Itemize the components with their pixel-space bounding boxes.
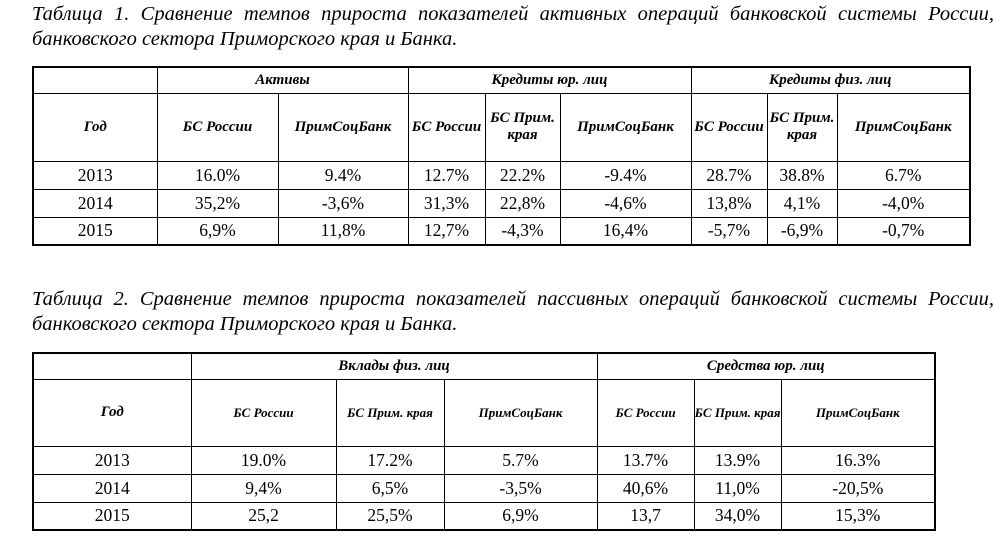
table-cell: 13.9%	[694, 446, 781, 474]
col-header: ПримСоцБанк	[444, 379, 597, 446]
table-cell: -0,7%	[837, 217, 970, 245]
table-cell: 4,1%	[767, 189, 837, 217]
table-row	[33, 502, 935, 530]
year-header: Год	[33, 93, 157, 161]
year-cell: 2013	[33, 161, 157, 189]
empty-corner-cell	[33, 353, 191, 379]
table-cell: 35,2%	[157, 189, 278, 217]
table1-active-operations	[32, 66, 971, 246]
table-cell: 22.2%	[485, 161, 560, 189]
table-header-row	[33, 379, 935, 446]
table-cell: 13.7%	[597, 446, 694, 474]
table-cell: 25,2	[191, 502, 336, 530]
table-cell: 31,3%	[408, 189, 485, 217]
table-cell: 11,8%	[278, 217, 408, 245]
col-header: БС России	[597, 379, 694, 446]
col-header: ПримСоцБанк	[560, 93, 691, 161]
table-cell: 9.4%	[278, 161, 408, 189]
table-row	[33, 446, 935, 474]
table-cell: 15,3%	[781, 502, 935, 530]
table-cell: 6,5%	[336, 474, 444, 502]
table2-caption: Таблица 2. Сравнение темпов прироста показателей пассивных операций банковской системы России, банковского сектора Приморского края и Банка.	[32, 288, 994, 335]
year-cell: 2013	[33, 446, 191, 474]
col-header: БС Прим. края	[767, 93, 837, 161]
table-cell: -6,9%	[767, 217, 837, 245]
col-header: БС России	[691, 93, 767, 161]
table-cell: -4,0%	[837, 189, 970, 217]
table-cell: -5,7%	[691, 217, 767, 245]
table-cell: 9,4%	[191, 474, 336, 502]
table-row	[33, 474, 935, 502]
table-cell: 11,0%	[694, 474, 781, 502]
table-cell: 16.0%	[157, 161, 278, 189]
group-header-legal-loans: Кредиты юр. лиц	[408, 67, 691, 93]
table-cell: 22,8%	[485, 189, 560, 217]
table2-passive-operations	[32, 352, 936, 531]
table-cell: 19.0%	[191, 446, 336, 474]
col-header: ПримСоцБанк	[781, 379, 935, 446]
group-header-personal-loans: Кредиты физ. лиц	[691, 67, 970, 93]
table-row	[33, 217, 970, 245]
col-header: БС России	[408, 93, 485, 161]
col-header: БС России	[157, 93, 278, 161]
table-header-row	[33, 93, 970, 161]
table-cell: 17.2%	[336, 446, 444, 474]
group-header-deposits: Вклады физ. лиц	[191, 353, 597, 379]
group-header-assets: Активы	[157, 67, 408, 93]
table-cell: 13,8%	[691, 189, 767, 217]
year-header: Год	[33, 379, 191, 446]
col-header: ПримСоцБанк	[278, 93, 408, 161]
table-cell: -3,5%	[444, 474, 597, 502]
year-cell: 2015	[33, 502, 191, 530]
table-cell: 28.7%	[691, 161, 767, 189]
table-cell: -20,5%	[781, 474, 935, 502]
empty-corner-cell	[33, 67, 157, 93]
table-cell: -4,6%	[560, 189, 691, 217]
table-cell: 16.3%	[781, 446, 935, 474]
table-cell: 6.7%	[837, 161, 970, 189]
table-cell: 25,5%	[336, 502, 444, 530]
table1-caption: Таблица 1. Сравнение темпов прироста показателей активных операций банковской системы России, банковского сектора Приморского края и Банка.	[32, 3, 994, 50]
table-cell: 13,7	[597, 502, 694, 530]
table-cell: 6,9%	[444, 502, 597, 530]
table-cell: -3,6%	[278, 189, 408, 217]
table-header-row	[33, 67, 970, 93]
table-cell: 6,9%	[157, 217, 278, 245]
table-cell: 38.8%	[767, 161, 837, 189]
table-cell: 34,0%	[694, 502, 781, 530]
year-cell: 2015	[33, 217, 157, 245]
table-cell: -4,3%	[485, 217, 560, 245]
table-header-row	[33, 353, 935, 379]
col-header: БС Прим. края	[485, 93, 560, 161]
table-cell: 12,7%	[408, 217, 485, 245]
year-cell: 2014	[33, 474, 191, 502]
col-header: БС Прим. края	[336, 379, 444, 446]
table-row	[33, 161, 970, 189]
col-header: БС Прим. края	[694, 379, 781, 446]
year-cell: 2014	[33, 189, 157, 217]
table-cell: 12.7%	[408, 161, 485, 189]
table-cell: 16,4%	[560, 217, 691, 245]
table-cell: 40,6%	[597, 474, 694, 502]
col-header: ПримСоцБанк	[837, 93, 970, 161]
col-header: БС России	[191, 379, 336, 446]
table-cell: -9.4%	[560, 161, 691, 189]
table-row	[33, 189, 970, 217]
group-header-legal-funds: Средства юр. лиц	[597, 353, 935, 379]
table-cell: 5.7%	[444, 446, 597, 474]
